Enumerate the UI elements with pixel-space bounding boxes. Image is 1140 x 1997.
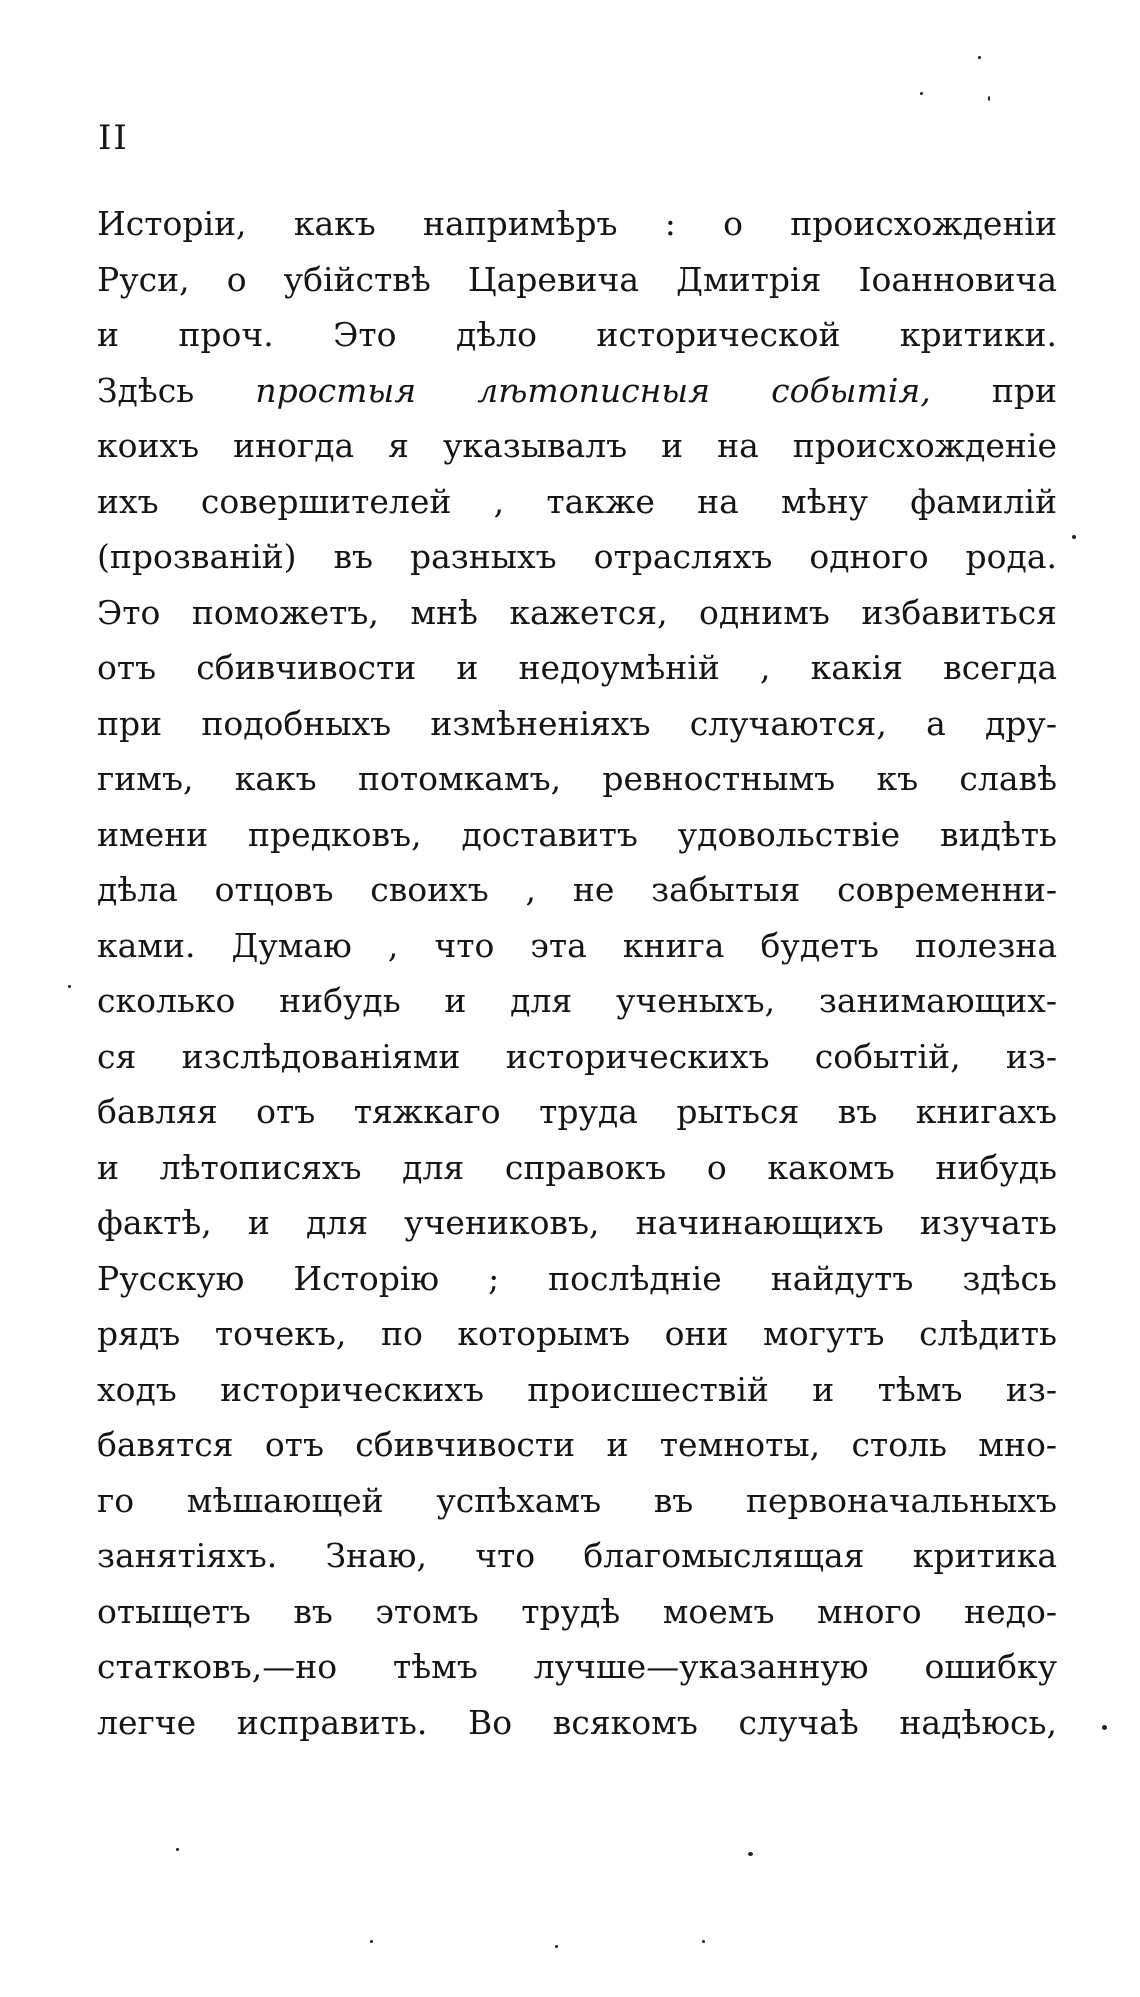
text-line: фактѣ, и для учениковъ, начинающихъ изучать <box>97 1203 1057 1242</box>
text-fragment: при <box>930 370 1057 410</box>
text-line: отъ сбивчивости и недоумѣній , какія всегда <box>97 648 1057 687</box>
italic-phrase: простыя лѣтописныя событія, <box>255 370 931 410</box>
text-line: гимъ, какъ потомкамъ, ревностнымъ къ славѣ <box>97 759 1057 798</box>
scan-speck <box>176 1848 179 1851</box>
text-line-with-italic <box>97 363 1057 419</box>
scan-speck <box>555 1945 558 1948</box>
text-line: Это поможетъ, мнѣ кажется, однимъ избавиться <box>97 592 1057 632</box>
text-line: ся изслѣдованіями историческихъ событій, из- <box>97 1036 1057 1076</box>
text-line: бавляя отъ тяжкаго труда рыться въ книгахъ <box>97 1092 1057 1131</box>
scan-speck <box>988 96 990 101</box>
text-line: занятіяхъ. Знаю, что благомыслящая критика <box>97 1536 1057 1575</box>
scan-speck <box>1072 535 1076 539</box>
text-line: коихъ иногда я указывалъ и на происхожденіе <box>97 426 1057 465</box>
text-line: Руси, о убійствѣ Царевича Дмитрія Іоанновича <box>97 259 1057 299</box>
text-line: ходъ историческихъ происшествій и тѣмъ из- <box>97 1369 1057 1409</box>
scan-speck <box>1102 1725 1107 1730</box>
text-line: и лѣтописяхъ для справокъ о какомъ нибудь <box>97 1147 1057 1187</box>
text-line: ками. Думаю , что эта книга будетъ полезна <box>97 925 1057 965</box>
page-number: II <box>98 118 129 158</box>
text-line: имени предковъ, доставитъ удовольствіе видѣть <box>97 814 1057 854</box>
body-text <box>97 196 1057 1750</box>
scan-speck <box>68 985 71 988</box>
text-fragment: Здѣсь <box>97 370 256 410</box>
scan-speck <box>370 1940 373 1943</box>
text-line: и проч. Это дѣло исторической критики. <box>97 315 1057 354</box>
text-line: Исторіи, какъ напримѣръ : о происхожденіи <box>97 204 1057 243</box>
text-line: статковъ,—но тѣмъ лучше—указанную ошибку <box>97 1647 1057 1686</box>
scan-speck <box>920 92 923 95</box>
text-line: отыщетъ въ этомъ трудѣ моемъ много недо- <box>97 1591 1057 1631</box>
text-line: дѣла отцовъ своихъ , не забытыя современни- <box>97 870 1057 909</box>
text-line: легче исправить. Во всякомъ случаѣ надѣюсь, <box>97 1702 1057 1742</box>
scan-speck <box>748 1852 753 1856</box>
text-line: Русскую Исторію ; послѣдніе найдутъ здѣсь <box>97 1258 1057 1298</box>
text-line: рядъ точекъ, по которымъ они могутъ слѣдить <box>97 1314 1057 1353</box>
text-line: го мѣшающей успѣхамъ въ первоначальныхъ <box>97 1480 1057 1520</box>
text-line: бавятся отъ сбивчивости и темноты, столь мно- <box>97 1425 1057 1464</box>
scan-speck <box>702 1940 705 1943</box>
text-line: (прозваній) въ разныхъ отрасляхъ одного рода. <box>97 537 1057 576</box>
text-line: при подобныхъ измѣненіяхъ случаются, а дру- <box>97 703 1057 743</box>
text-line: ихъ совершителей , также на мѣну фамилій <box>97 481 1057 521</box>
scan-speck <box>978 56 981 59</box>
text-line: сколько нибудь и для ученыхъ, занимающих- <box>97 981 1057 1020</box>
